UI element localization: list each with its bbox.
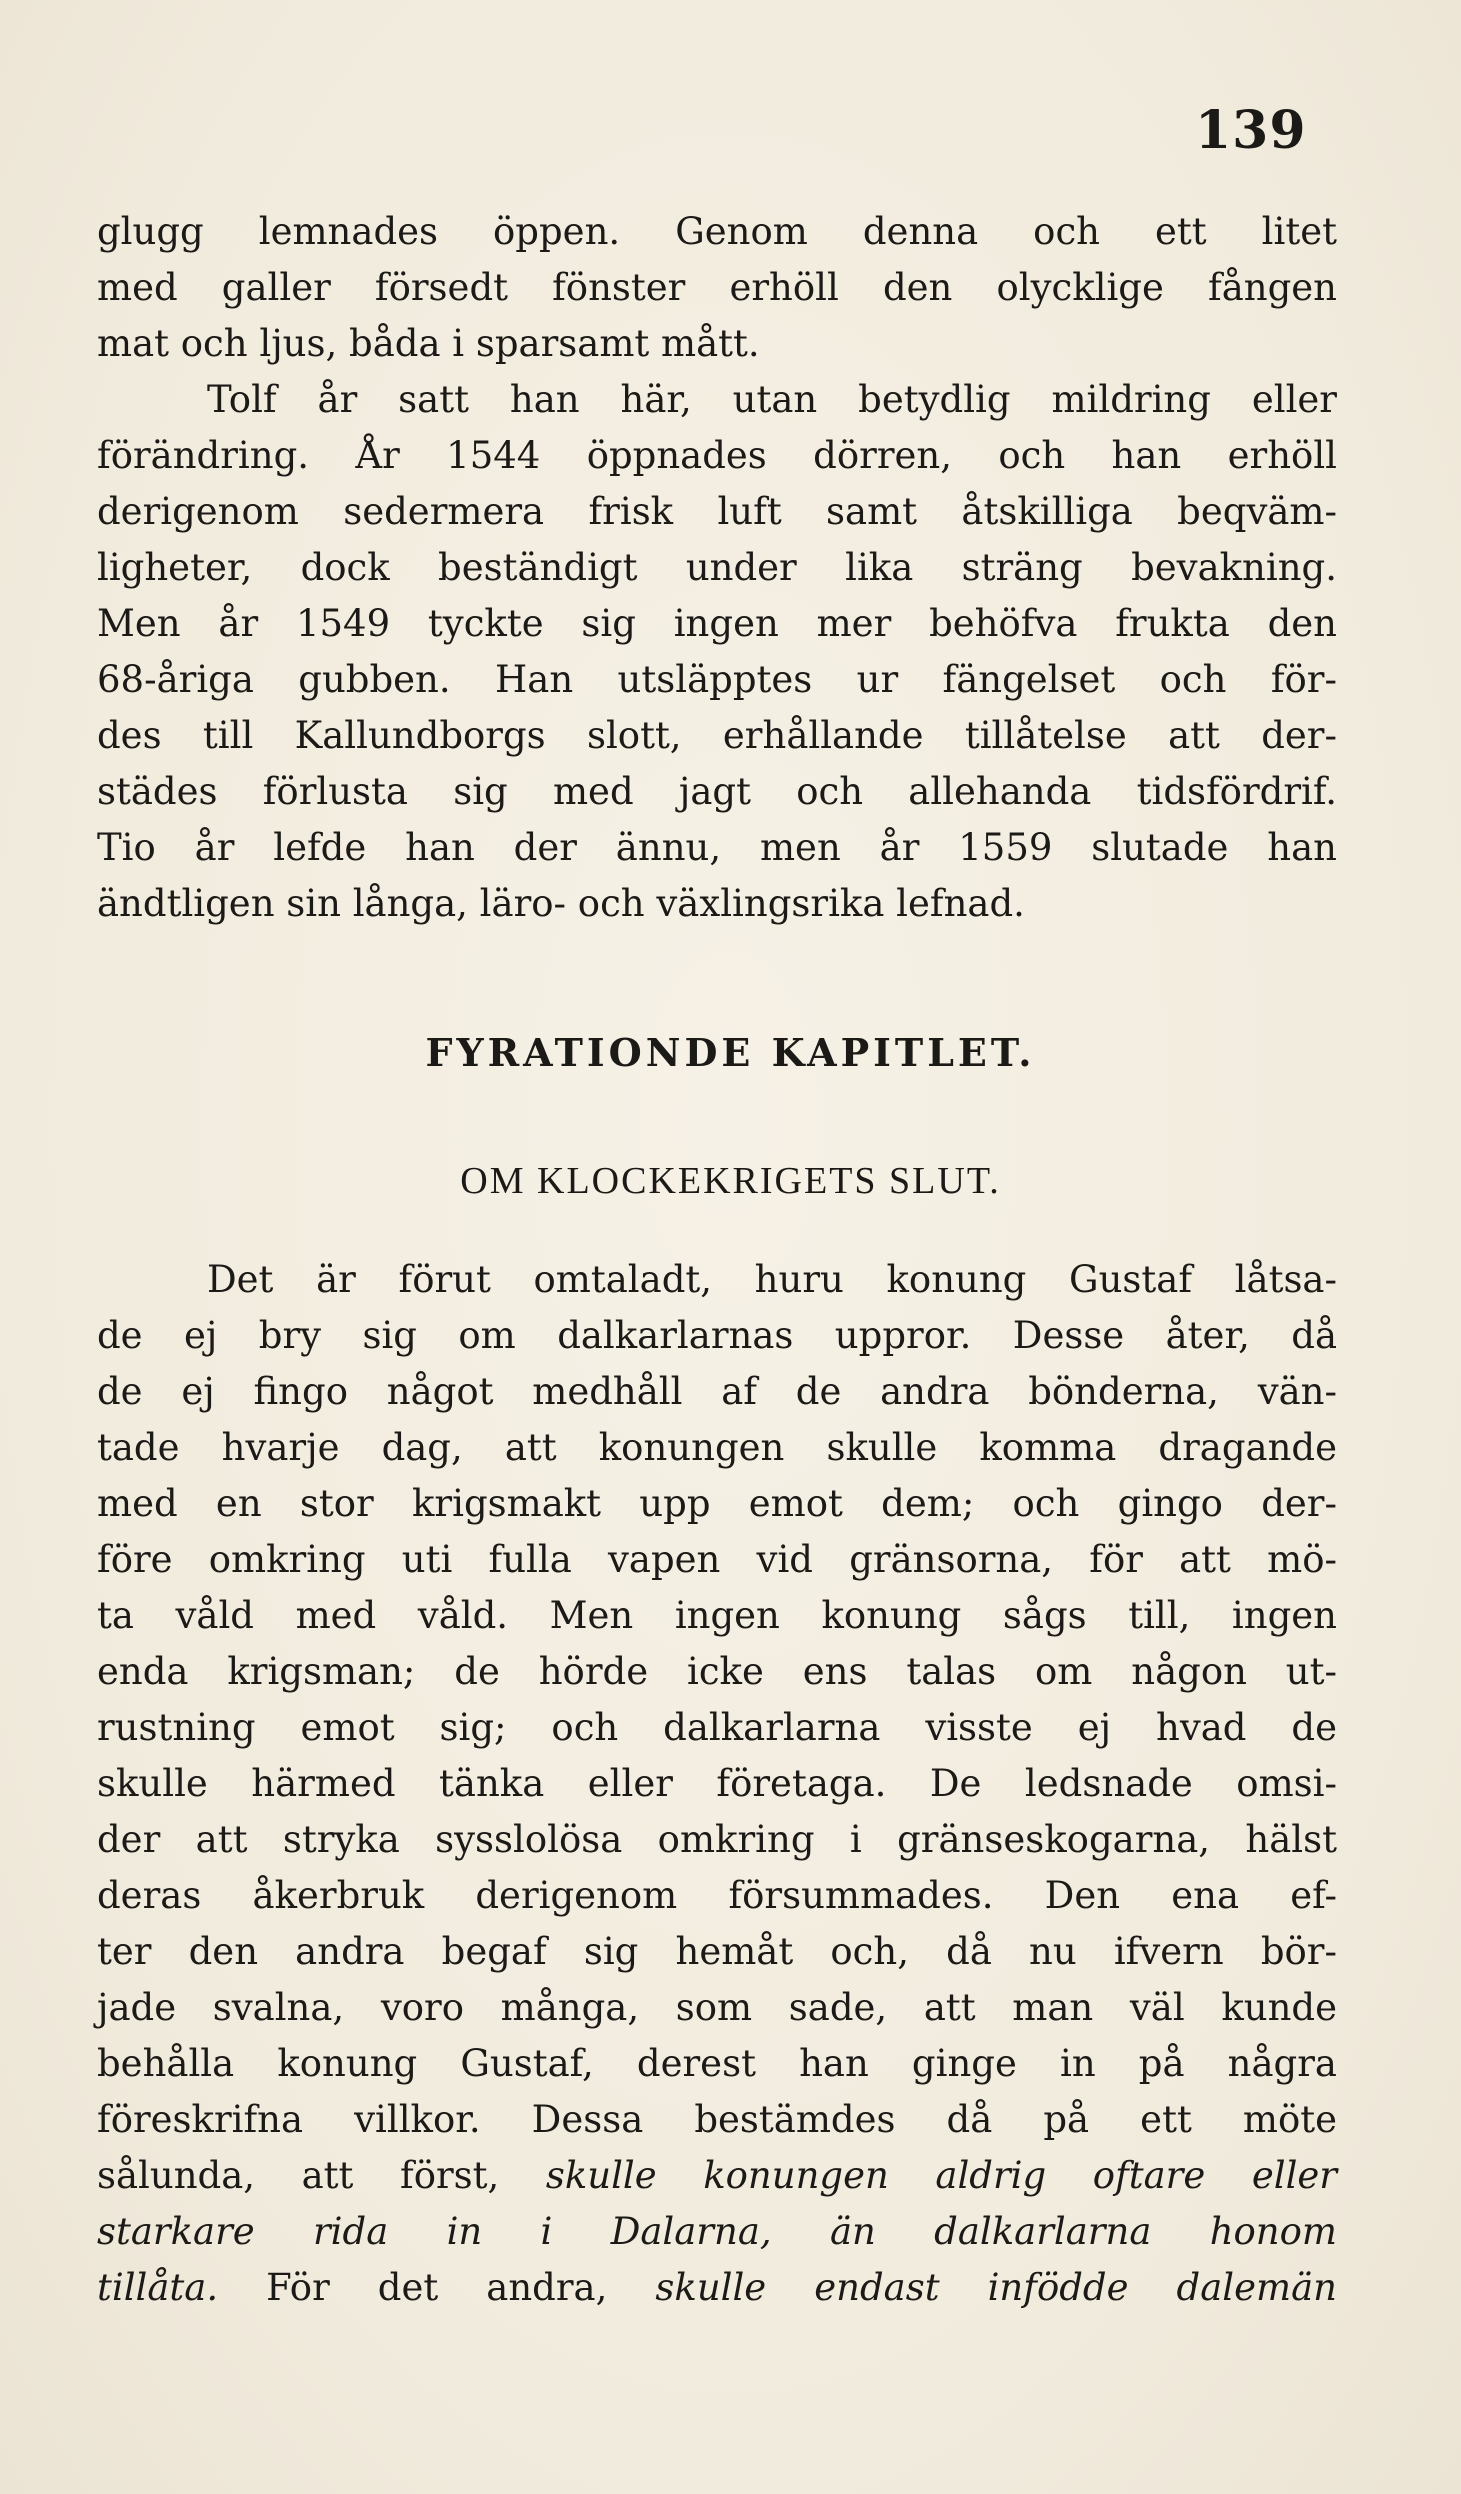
text-segment: de ej fingo något medhåll af de andra bönderna, vän- <box>97 1370 1337 1413</box>
text-line: med galler försedt fönster erhöll den olycklige fången <box>97 266 1337 309</box>
text-segment: der att stryka sysslolösa omkring i gränseskogarna, hälst <box>97 1818 1337 1861</box>
text-segment: tade hvarje dag, att konungen skulle komma dragande <box>97 1426 1337 1469</box>
paragraph-block-bottom <box>97 1252 1337 2316</box>
text-line <box>97 1756 1337 1812</box>
text-segment: deras åkerbruk derigenom försummades. Den ena ef- <box>97 1874 1337 1917</box>
page-number: 139 <box>1195 100 1307 161</box>
text-line <box>97 1476 1337 1532</box>
text-segment: ter den andra begaf sig hemåt och, då nu ifvern bör- <box>97 1930 1337 1973</box>
text-line <box>97 1532 1337 1588</box>
text-segment: ta våld med våld. Men ingen konung sågs till, ingen <box>97 1594 1337 1637</box>
italic-text: skulle endast infödde dalemän <box>655 2266 1337 2309</box>
text-line <box>97 2148 1337 2204</box>
text-line: des till Kallundborgs slott, erhållande tillåtelse att der- <box>97 714 1337 757</box>
text-segment: de ej bry sig om dalkarlarnas uppror. Desse åter, då <box>97 1314 1337 1357</box>
text-line: förändring. År 1544 öppnades dörren, och han erhöll <box>97 434 1337 477</box>
text-segment: skulle härmed tänka eller företaga. De ledsnade omsi- <box>97 1762 1337 1805</box>
text-line <box>97 1644 1337 1700</box>
text-segment: Det är förut omtaladt, huru konung Gustaf låtsa- <box>207 1258 1337 1301</box>
text-segment: För det andra, <box>218 2266 656 2309</box>
text-line <box>97 1868 1337 1924</box>
text-line <box>97 1308 1337 1364</box>
italic-text: skulle konungen aldrig oftare eller <box>545 2154 1337 2197</box>
text-line: Men år 1549 tyckte sig ingen mer behöfva frukta den <box>97 602 1337 645</box>
paragraph-block-top <box>97 204 1337 932</box>
text-line <box>97 2204 1337 2260</box>
text-line <box>97 1812 1337 1868</box>
text-segment: sålunda, att först, <box>97 2154 546 2197</box>
text-segment: före omkring uti fulla vapen vid gränsorna, för att mö- <box>97 1538 1337 1581</box>
text-line: ligheter, dock beständigt under lika sträng bevakning. <box>97 546 1337 589</box>
chapter-subtitle: OM KLOCKEKRIGETS SLUT. <box>460 1160 1001 1202</box>
text-segment: behålla konung Gustaf, derest han ginge in på några <box>97 2042 1337 2085</box>
text-line <box>97 1924 1337 1980</box>
text-segment: enda krigsman; de hörde icke ens talas om någon ut- <box>97 1650 1337 1693</box>
text-segment: med en stor krigsmakt upp emot dem; och gingo der- <box>97 1482 1337 1525</box>
text-line: derigenom sedermera frisk luft samt åtskilliga beqväm- <box>97 490 1337 533</box>
text-line: städes förlusta sig med jagt och allehanda tidsfördrif. <box>97 770 1337 813</box>
text-segment: rustning emot sig; och dalkarlarna visste ej hvad de <box>97 1706 1337 1749</box>
text-line: Tio år lefde han der ännu, men år 1559 slutade han <box>97 826 1337 869</box>
text-segment: föreskrifna villkor. Dessa bestämdes då på ett möte <box>97 2098 1337 2141</box>
text-line: Tolf år satt han här, utan betydlig mildring eller <box>207 378 1337 421</box>
text-line <box>97 1700 1337 1756</box>
text-line: mat och ljus, båda i sparsamt mått. <box>97 322 760 365</box>
italic-text: starkare rida in i Dalarna, än dalkarlarna honom <box>97 2210 1337 2253</box>
text-line <box>97 1420 1337 1476</box>
text-line <box>97 1364 1337 1420</box>
text-line <box>97 1980 1337 2036</box>
text-segment: jade svalna, voro många, som sade, att man väl kunde <box>97 1986 1337 2029</box>
italic-text: tillåta. <box>97 2266 219 2309</box>
text-line <box>97 2092 1337 2148</box>
text-line: ändtligen sin långa, läro- och växlingsrika lefnad. <box>97 882 1025 925</box>
text-line: glugg lemnades öppen. Genom denna och ett litet <box>97 210 1337 253</box>
chapter-heading: FYRATIONDE KAPITLET. <box>425 1030 1036 1075</box>
text-line: 68-åriga gubben. Han utsläpptes ur fängelset och för- <box>97 658 1337 701</box>
text-line <box>97 1252 1337 1308</box>
text-line <box>97 2260 1337 2316</box>
text-line <box>97 2036 1337 2092</box>
text-line <box>97 1588 1337 1644</box>
